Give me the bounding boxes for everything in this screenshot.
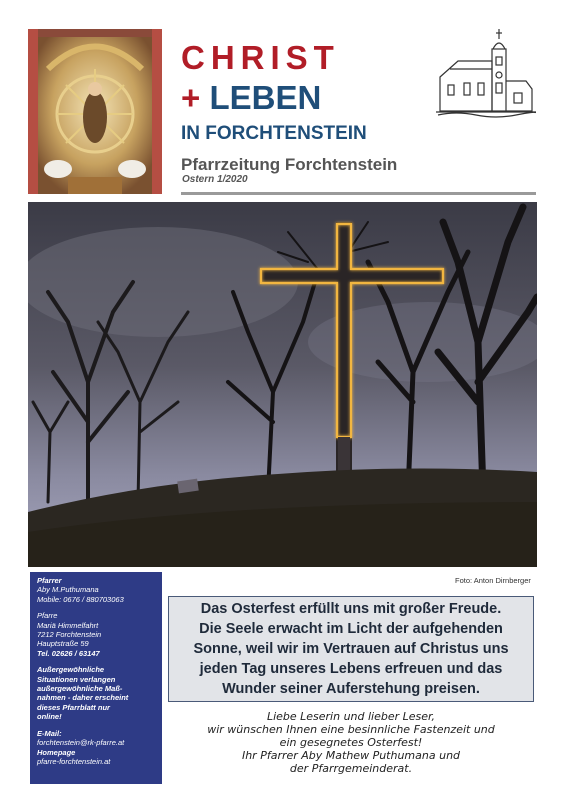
photo-credit: Foto: Anton Dirnberger — [455, 576, 531, 585]
easter-message-line: Das Osterfest erfüllt uns mit großer Freude. — [200, 601, 502, 617]
sidebar-homepage-link[interactable]: pfarre-forchtenstein.at — [37, 756, 111, 766]
sidebar-notice-line: Außergewöhnliche — [37, 665, 105, 675]
newsletter-subtitle: Pfarrzeitung Forchtenstein — [181, 155, 398, 174]
sidebar-email-label: E-Mail: — [37, 728, 62, 738]
greeting-line: der Pfarrgemeinderat. — [289, 762, 413, 775]
title-plus: + — [181, 79, 201, 116]
sidebar-heading-pfarre: Pfarre — [37, 611, 58, 621]
sidebar-homepage-label: Homepage — [37, 747, 76, 757]
issue-label: Ostern 1/2020 — [182, 174, 248, 185]
header-divider — [181, 192, 536, 195]
title-leben-word: LEBEN — [209, 79, 322, 116]
title-leben — [181, 78, 321, 118]
title-location: IN FORCHTENSTEIN — [181, 123, 367, 144]
sidebar-notice-line: Situationen verlangen — [37, 674, 116, 684]
easter-message-line: Die Seele erwacht im Licht der aufgehenden — [199, 621, 503, 637]
easter-message-line: jeden Tag unseres Lebens erfreuen und das — [199, 661, 503, 677]
sidebar-parish-street: Hauptstraße 59 — [37, 639, 89, 649]
easter-message-box — [168, 596, 534, 702]
sidebar-pastor-mobile: Mobile: 0676 / 880703063 — [37, 594, 124, 604]
sidebar-notice-line: dieses Pfarrblatt nur — [37, 702, 110, 712]
sidebar-pastor-name: Aby M.Puthumana — [37, 585, 99, 595]
altar-image — [28, 29, 162, 194]
greeting-line: ein gesegnetes Osterfest! — [279, 736, 423, 749]
sidebar-heading-pfarrer: Pfarrer — [37, 576, 62, 585]
sidebar-notice-line: außergewöhnliche Maß- — [37, 684, 123, 694]
greeting-text — [168, 710, 534, 775]
greeting-line: Liebe Leserin und lieber Leser, — [266, 710, 436, 723]
easter-message-line: Sonne, weil wir im Vertrauen auf Christus uns — [193, 641, 509, 657]
sidebar-notice-line: online! — [37, 712, 62, 722]
contact-sidebar — [30, 572, 162, 784]
greeting-line: Ihr Pfarrer Aby Mathew Puthumana und — [241, 749, 461, 762]
church-sketch — [436, 27, 536, 119]
sidebar-parish-city: 7212 Forchtenstein — [37, 630, 102, 640]
sidebar-parish-name: Mariä Himmelfahrt — [37, 620, 99, 630]
greeting-line: wir wünschen Ihnen eine besinnliche Fastenzeit und — [207, 723, 495, 736]
sidebar-email-link[interactable]: forchtenstein@rk-pfarre.at — [37, 738, 125, 748]
sidebar-notice-line: nahmen - daher erscheint — [37, 693, 129, 703]
easter-message-line: Wunder seiner Auferstehung preisen. — [222, 681, 480, 697]
title-christ: CHRIST — [181, 39, 340, 76]
sidebar-parish-phone: Tel. 02626 / 63147 — [37, 648, 100, 658]
cross-photo — [28, 202, 537, 567]
